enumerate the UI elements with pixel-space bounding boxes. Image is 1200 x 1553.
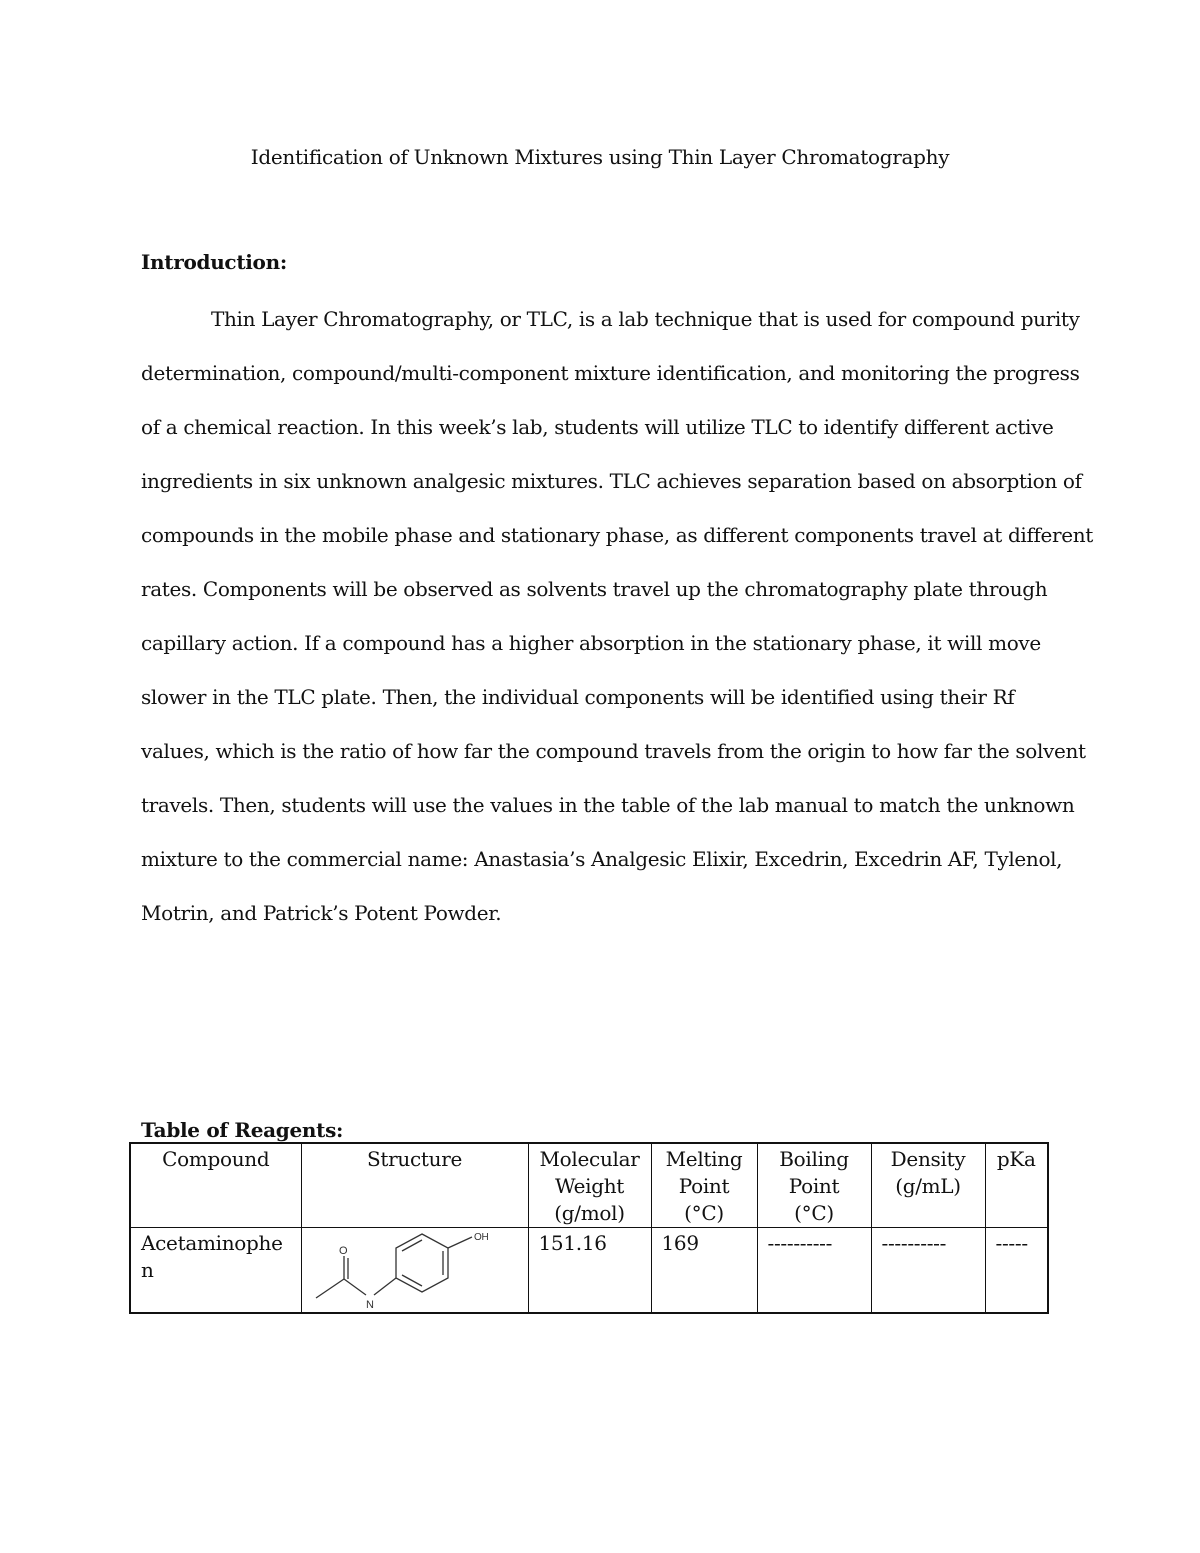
- paragraph-line: ingredients in six unknown analgesic mixtures. TLC achieves separation based on absorption of: [141, 469, 1082, 493]
- column-header-boiling-point: Boiling Point (°C): [757, 1143, 871, 1228]
- reagents-table: [129, 1142, 1049, 1314]
- paragraph-line: compounds in the mobile phase and stationary phase, as different components travel at different: [141, 523, 1093, 547]
- cell-structure: [301, 1228, 528, 1314]
- methyl-bond: [316, 1279, 344, 1298]
- paragraph-line: rates. Components will be observed as solvents travel up the chromatography plate through: [141, 577, 1048, 601]
- document-title: Identification of Unknown Mixtures using Thin Layer Chromatography: [250, 145, 950, 169]
- paragraph-line: slower in the TLC plate. Then, the individual components will be identified using their Rf: [141, 685, 1015, 709]
- cell-density: ----------: [871, 1228, 985, 1314]
- cell-boiling-point: ----------: [757, 1228, 871, 1314]
- cell-compound: Acetaminophe n: [130, 1228, 301, 1314]
- amide-carbon-bond: [344, 1279, 366, 1295]
- introduction-heading: Introduction:: [141, 250, 287, 274]
- oxygen-label: O: [338, 1245, 347, 1257]
- amide-nitrogen-bond: [374, 1278, 396, 1295]
- reagents-heading: Table of Reagents:: [141, 1118, 344, 1142]
- column-header-melting-point: Melting Point (°C): [651, 1143, 757, 1228]
- nitrogen-label: N: [365, 1299, 374, 1311]
- paragraph-line: travels. Then, students will use the values in the table of the lab manual to match the unknown: [141, 793, 1075, 817]
- column-header-pka: pKa: [985, 1143, 1048, 1228]
- column-header-molecular-weight: Molecular Weight (g/mol): [528, 1143, 651, 1228]
- paragraph-line: Thin Layer Chromatography, or TLC, is a lab technique that is used for compound purity: [211, 307, 1080, 331]
- cell-molecular-weight: 151.16: [528, 1228, 651, 1314]
- ring-double-bond: [402, 1240, 422, 1251]
- column-header-compound: Compound: [130, 1143, 301, 1228]
- ring-double-bond: [402, 1275, 422, 1286]
- cell-pka: -----: [985, 1228, 1048, 1314]
- paragraph-line: capillary action. If a compound has a higher absorption in the stationary phase, it will move: [141, 631, 1041, 655]
- benzene-ring: [396, 1234, 448, 1292]
- acetaminophen-structure-image: [302, 1228, 528, 1312]
- table-row: [130, 1228, 1048, 1314]
- hydroxyl-label: OH: [473, 1232, 488, 1243]
- hydroxyl-bond: [448, 1237, 472, 1248]
- paragraph-line: mixture to the commercial name: Anastasia’s Analgesic Elixir, Excedrin, Excedrin AF, Tylenol,: [141, 847, 1063, 871]
- paragraph-line: values, which is the ratio of how far the compound travels from the origin to how far the solvent: [141, 739, 1086, 763]
- column-header-density: Density (g/mL): [871, 1143, 985, 1228]
- paragraph-line: determination, compound/multi-component mixture identification, and monitoring the progress: [141, 361, 1080, 385]
- cell-melting-point: 169: [651, 1228, 757, 1314]
- table-header-row: [130, 1143, 1048, 1228]
- column-header-structure: Structure: [301, 1143, 528, 1228]
- paragraph-line: Motrin, and Patrick’s Potent Powder.: [141, 901, 502, 925]
- paragraph-line: of a chemical reaction. In this week’s lab, students will utilize TLC to identify different active: [141, 415, 1054, 439]
